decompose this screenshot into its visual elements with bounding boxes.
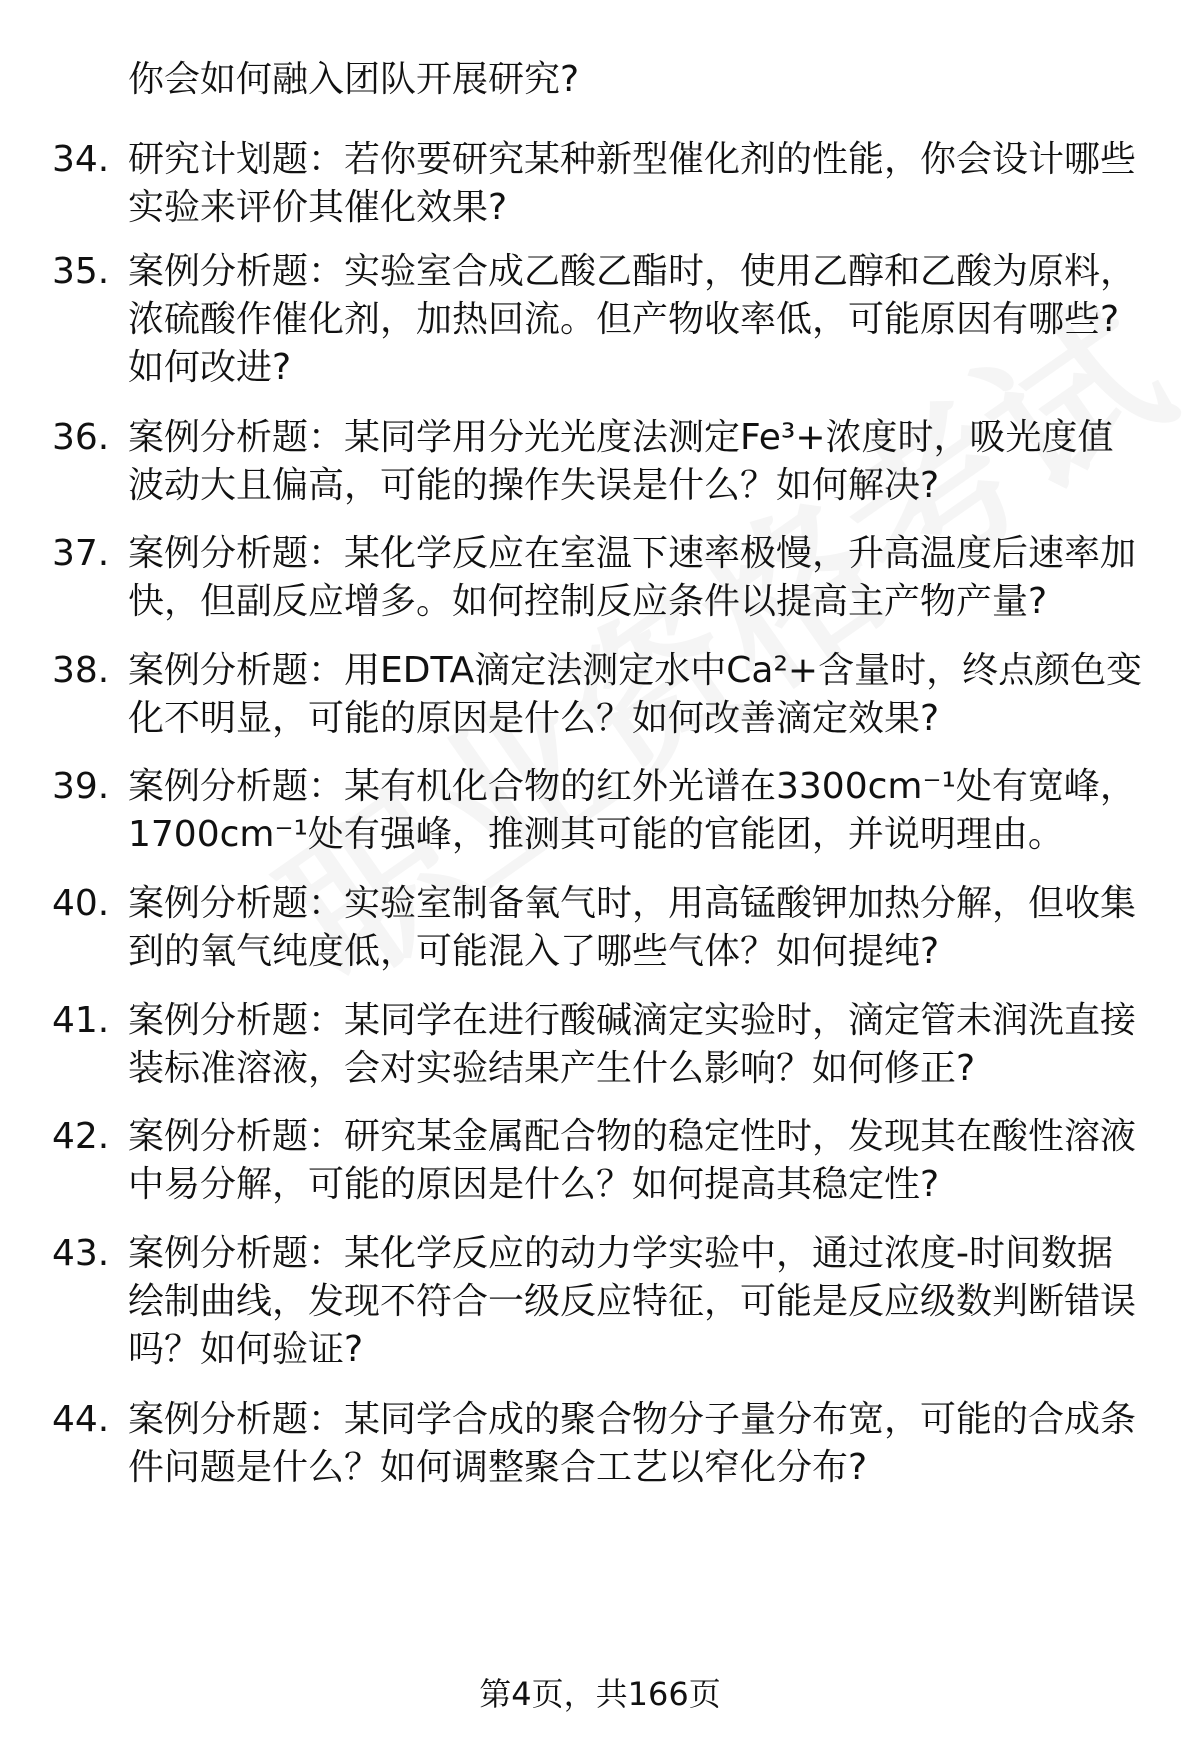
question-text: 案例分析题：某化学反应在室温下速率极慢，升高温度后速率加快，但副反应增多。如何控制反应条件以提高主产物产量? [128, 533, 1137, 622]
question-text: 案例分析题：研究某金属配合物的稳定性时，发现其在酸性溶液中易分解，可能的原因是什么？如何提高其稳定性? [128, 1116, 1137, 1205]
question-text: 案例分析题：某化学反应的动力学实验中，通过浓度-时间数据绘制曲线，发现不符合一级反应特征，可能是反应级数判断错误吗？如何验证? [128, 1233, 1137, 1370]
question-text: 案例分析题：用EDTA滴定法测定水中Ca²+含量时，终点颜色变化不明显，可能的原因是什么？如何改善滴定效果? [128, 650, 1143, 739]
question-text: 案例分析题：某有机化合物的红外光谱在3300cm⁻¹处有宽峰，1700cm⁻¹处有强峰，推测其可能的官能团，并说明理由。 [128, 766, 1136, 855]
question-number: 35. [52, 251, 110, 292]
question-continuation: 你会如何融入团队开展研究? [128, 59, 580, 100]
question-text: 研究计划题：若你要研究某种新型催化剂的性能，你会设计哪些实验来评价其催化效果? [128, 139, 1137, 228]
question-number: 41. [52, 1000, 110, 1041]
question-number: 38. [52, 650, 110, 691]
page-footer: 第4页，共166页 [479, 1675, 721, 1713]
question-text: 案例分析题：实验室合成乙酸乙酯时，使用乙醇和乙酸为原料，浓硫酸作催化剂，加热回流。但产物收率低，可能原因有哪些?如何改进? [128, 251, 1137, 388]
question-number: 40. [52, 883, 110, 924]
question-number: 44. [52, 1399, 110, 1440]
question-number: 36. [52, 417, 110, 458]
question-number: 42. [52, 1116, 110, 1157]
question-number: 37. [52, 533, 110, 574]
question-text: 案例分析题：实验室制备氧气时，用高锰酸钾加热分解，但收集到的氧气纯度低，可能混入了哪些气体？如何提纯? [128, 883, 1137, 972]
question-number: 34. [52, 139, 110, 180]
question-text: 案例分析题：某同学在进行酸碱滴定实验时，滴定管未润洗直接装标准溶液，会对实验结果产生什么影响？如何修正? [128, 1000, 1137, 1089]
question-text: 案例分析题：某同学合成的聚合物分子量分布宽，可能的合成条件问题是什么？如何调整聚合工艺以窄化分布? [128, 1399, 1137, 1488]
question-number: 43. [52, 1233, 110, 1274]
question-number: 39. [52, 766, 110, 807]
question-text: 案例分析题：某同学用分光光度法测定Fe³+浓度时，吸光度值波动大且偏高，可能的操作失误是什么？如何解决? [128, 417, 1114, 506]
